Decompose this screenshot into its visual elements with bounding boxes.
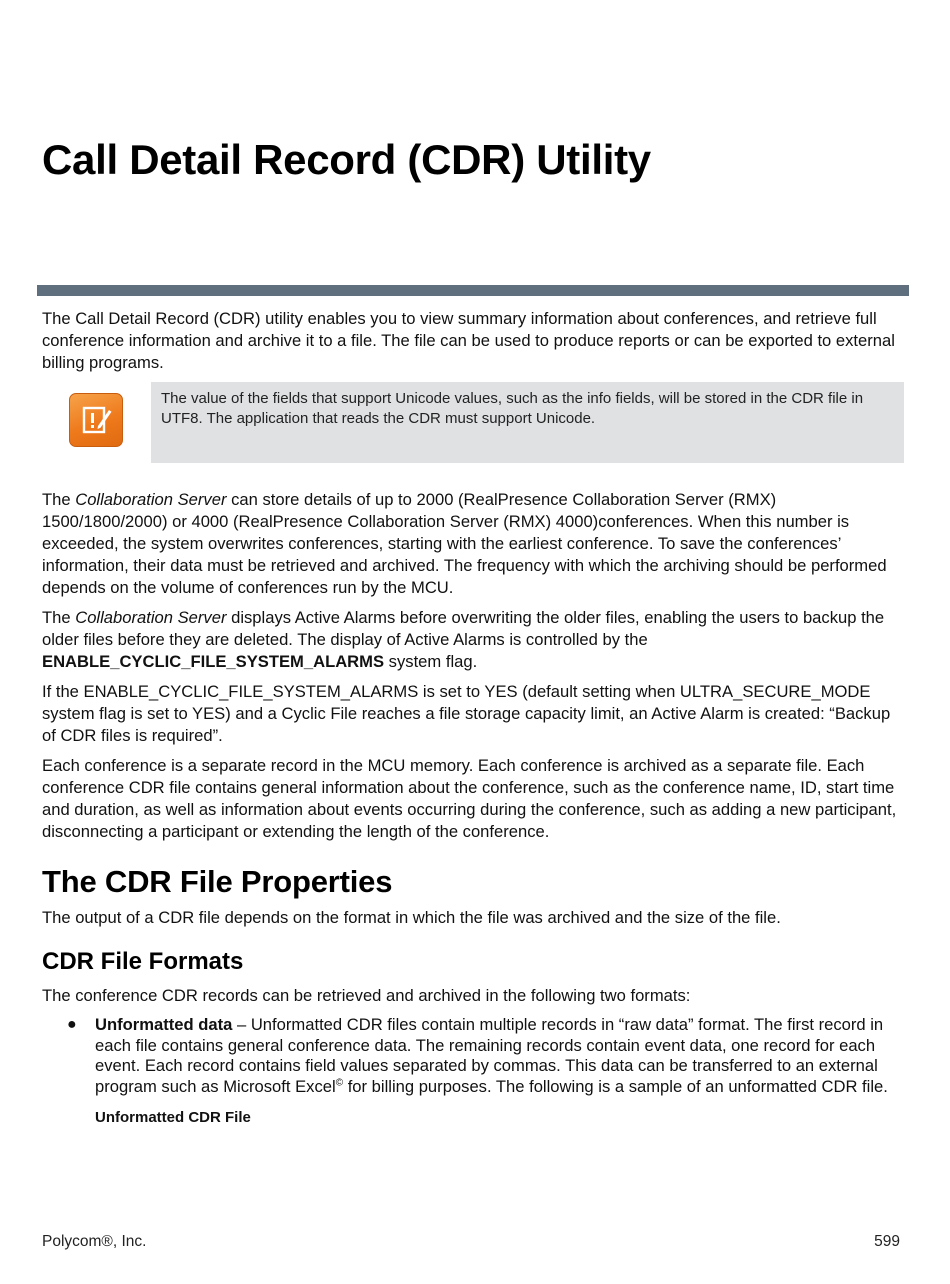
- formats-list: [42, 1015, 904, 1097]
- page-title: Call Detail Record (CDR) Utility: [42, 136, 651, 183]
- storage-paragraph: The Collaboration Server can store details of up to 2000 (RealPresence Collaboration Server (RMX) 1500/1800/2000) or 4000 (RealPresence Collaboration Server (RMX) 4000)conferences. When this number is exceeded, the system overwrites conferences, starting with the earliest conference. To save the conferences’ information, their data must be retrieved and archived. The frequency with which the archiving should be performed depends on the volume of conferences run by the MCU.: [42, 490, 887, 597]
- footer-page-number: 599: [874, 1233, 900, 1250]
- alarms-paragraph: The Collaboration Server displays Active Alarms before overwriting the older files, enabling the users to backup the older files before they are deleted. The display of Active Alarms is controlled by the ENABLE_CYCLIC_FILE_SYSTEM_ALARMS system flag.: [42, 608, 885, 671]
- page-content: [42, 308, 904, 1129]
- section-heading-properties: The CDR File Properties: [42, 864, 393, 899]
- figure-caption: Unformatted CDR File: [95, 1109, 251, 1126]
- intro-paragraph: The Call Detail Record (CDR) utility enables you to view summary information about conferences, and retrieve full conference information and archive it to a file. The file can be used to produce reports or can be exported to external billing programs.: [42, 309, 895, 372]
- list-item: ● Unformatted data – Unformatted CDR files contain multiple records in “raw data” format. The first record in each file contains general conference data. The remaining records contain event data, one record for each event. Each record contains field values separated by commas. This data can be transferred to an external program such as Microsoft Excel© for billing purposes. The following is a sample of an unformatted CDR file.: [67, 1015, 888, 1096]
- section-heading-formats: CDR File Formats: [42, 948, 244, 975]
- cyclic-paragraph: If the ENABLE_CYCLIC_FILE_SYSTEM_ALARMS is set to YES (default setting when ULTRA_SECURE_MODE system flag is set to YES) and a Cyclic File reaches a file storage capacity limit, an Active Alarm is created: “Backup of CDR files is required”.: [42, 682, 891, 745]
- footer-company: Polycom®, Inc.: [42, 1233, 147, 1250]
- title-rule: [37, 285, 909, 296]
- formats-paragraph: The conference CDR records can be retrieved and archived in the following two formats:: [42, 986, 691, 1005]
- bullet-icon: ●: [67, 1016, 77, 1033]
- note-pencil-icon: [69, 393, 123, 447]
- note-text: The value of the fields that support Unicode values, such as the info fields, will be stored in the CDR file in UTF8. The application that reads the CDR must support Unicode.: [151, 382, 904, 463]
- records-paragraph: Each conference is a separate record in the MCU memory. Each conference is archived as a separate file. Each conference CDR file contains general information about the conference, such as the conference name, ID, start time and duration, as well as information about events occurring during the conference, such as adding a new participant, disconnecting a participant or extending the length of the conference.: [42, 756, 897, 841]
- properties-paragraph: The output of a CDR file depends on the format in which the file was archived and the size of the file.: [42, 908, 781, 927]
- note-block: [42, 382, 904, 463]
